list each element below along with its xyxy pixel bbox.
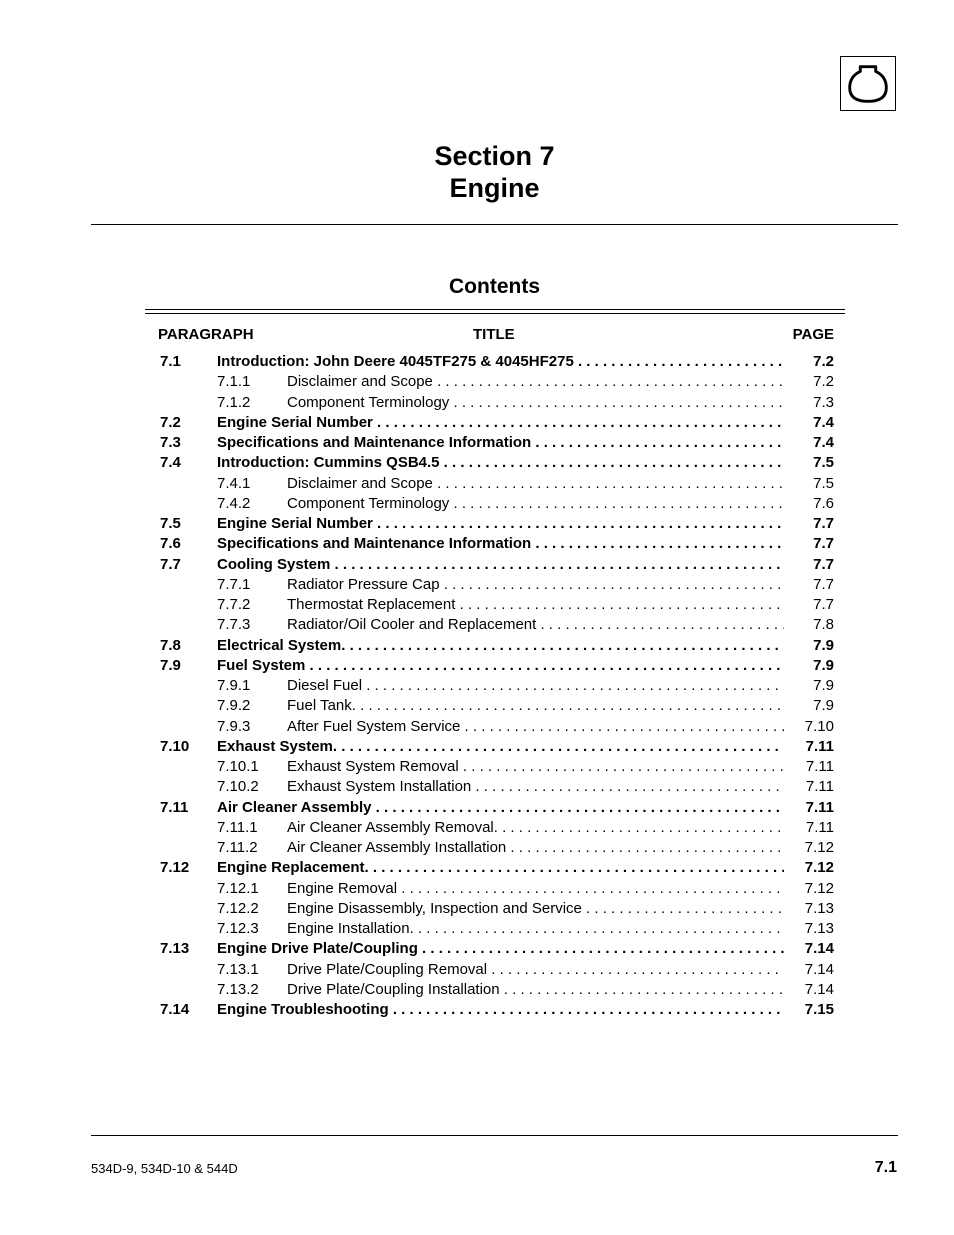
toc-row (0, 474, 954, 494)
toc-page-number: 7.13 (804, 920, 834, 937)
toc-page-number: 7.7 (813, 575, 834, 593)
footer-page-number: 7.1 (874, 1159, 897, 1176)
toc-paragraph-number: 7.13.2 (217, 980, 259, 998)
toc-paragraph-number: 7.11.2 (217, 839, 258, 856)
toc-title: Air Cleaner Assembly Installation . . . (287, 838, 784, 858)
toc-page-number: 7.14 (804, 980, 834, 998)
toc-row (0, 838, 954, 858)
toc-paragraph-number: 7.10 (160, 737, 190, 755)
toc-page-number: 7.11 (805, 737, 834, 755)
toc-page-number: 7.11 (805, 798, 834, 816)
toc-row (0, 980, 954, 1000)
toc-paragraph-number: 7.12 (160, 859, 190, 877)
toc-page-number: 7.9 (813, 656, 834, 674)
toc-row (0, 798, 954, 818)
toc-paragraph-number: 7.4.1 (217, 474, 251, 492)
toc-title: Diesel Fuel . . . (287, 676, 784, 696)
engine-icon-graphic (841, 57, 895, 110)
toc-page-number: 7.6 (813, 494, 834, 512)
toc-title: Exhaust System Installation . . . (287, 777, 784, 797)
toc-row (0, 413, 954, 433)
toc-title: Engine Serial Number . . . (217, 413, 784, 433)
toc-paragraph-number: 7.1 (160, 353, 181, 370)
toc-title: Disclaimer and Scope . . . (287, 474, 784, 494)
toc-paragraph-number: 7.5 (160, 515, 181, 532)
toc-title: Engine Replacement. . . . (217, 858, 784, 878)
toc-paragraph-number: 7.13 (160, 940, 190, 958)
contents-top-rule (145, 309, 845, 310)
toc-title: Drive Plate/Coupling Removal . . . (287, 960, 784, 980)
toc-title: Engine Troubleshooting . . . (217, 1000, 784, 1020)
toc-title: Exhaust System. . . . (217, 737, 784, 757)
toc-title: Disclaimer and Scope . . . (287, 372, 784, 392)
toc-row (0, 717, 954, 737)
toc-title: Exhaust System Removal . . . (287, 757, 784, 777)
toc-paragraph-number: 7.11 (160, 798, 189, 816)
toc-page-number: 7.3 (813, 393, 834, 411)
toc-paragraph-number: 7.7.1 (217, 575, 251, 593)
toc-title: Fuel Tank. . . . (287, 696, 784, 716)
toc-paragraph-number: 7.1.1 (217, 373, 251, 391)
toc-paragraph-number: 7.10.1 (217, 758, 259, 775)
toc-page-number: 7.11 (805, 758, 834, 775)
toc-paragraph-number: 7.7 (160, 555, 181, 573)
toc-page-number: 7.15 (804, 1001, 834, 1018)
toc-row (0, 919, 954, 939)
toc-title: Component Terminology . . . (287, 494, 784, 514)
toc-row (0, 372, 954, 392)
toc-row (0, 696, 954, 716)
toc-title: Radiator Pressure Cap . . . (287, 575, 784, 595)
toc-row (0, 939, 954, 959)
toc-row (0, 858, 954, 878)
toc-row (0, 453, 954, 473)
toc-row (0, 656, 954, 676)
toc-title: Engine Serial Number . . . (217, 514, 784, 534)
toc-page-number: 7.11 (805, 818, 834, 836)
toc-page-number: 7.9 (813, 636, 834, 654)
toc-page-number: 7.13 (804, 899, 834, 917)
toc-page-number: 7.2 (813, 353, 834, 370)
toc-row (0, 393, 954, 413)
toc-paragraph-number: 7.7.3 (217, 616, 251, 634)
toc-page-number: 7.2 (813, 373, 834, 391)
toc-paragraph-number: 7.14 (160, 1001, 190, 1018)
engine-icon (840, 56, 896, 111)
title-divider (91, 224, 898, 225)
toc-title: Engine Disassembly, Inspection and Service . . . (287, 899, 784, 919)
contents-top-rule-second (145, 313, 845, 314)
toc-title: Cooling System . . . (217, 555, 784, 575)
toc-title: Drive Plate/Coupling Installation . . . (287, 980, 784, 1000)
toc-page-number: 7.7 (813, 596, 834, 613)
toc-paragraph-number: 7.2 (160, 413, 181, 431)
toc-row (0, 757, 954, 777)
toc-page-number: 7.12 (804, 879, 834, 897)
toc-paragraph-number: 7.4.2 (217, 494, 251, 512)
toc-paragraph-number: 7.11.1 (217, 818, 258, 836)
toc-page-number: 7.10 (804, 717, 834, 735)
toc-paragraph-number: 7.1.2 (217, 393, 251, 411)
toc-row (0, 575, 954, 595)
toc-row (0, 1000, 954, 1020)
toc-paragraph-number: 7.8 (160, 636, 181, 654)
toc-row (0, 777, 954, 797)
toc-row (0, 676, 954, 696)
toc-row (0, 960, 954, 980)
toc-row (0, 514, 954, 534)
toc-title: Introduction: Cummins QSB4.5 . . . (217, 453, 784, 473)
toc-title: Engine Removal . . . (287, 879, 784, 899)
toc-row (0, 352, 954, 372)
toc-paragraph-number: 7.12.3 (217, 920, 259, 937)
toc-page-number: 7.4 (813, 413, 834, 431)
toc-page-number: 7.5 (813, 454, 834, 472)
toc-page-number: 7.9 (813, 697, 834, 715)
toc-page-number: 7.4 (813, 434, 834, 451)
toc-page-number: 7.12 (804, 839, 834, 856)
toc-row (0, 595, 954, 615)
toc-row (0, 818, 954, 838)
toc-title: Engine Installation. . . . (287, 919, 784, 939)
toc-paragraph-number: 7.9.1 (217, 677, 251, 694)
toc-title: Thermostat Replacement . . . (287, 595, 784, 615)
toc-page-number: 7.14 (804, 940, 834, 958)
toc-paragraph-number: 7.9.2 (217, 697, 251, 715)
toc-paragraph-number: 7.6 (160, 535, 181, 553)
toc-paragraph-number: 7.7.2 (217, 596, 251, 613)
toc-title: Introduction: John Deere 4045TF275 & 4045HF275 . . . (217, 352, 784, 372)
toc-paragraph-number: 7.4 (160, 454, 181, 472)
toc-page-number: 7.7 (813, 555, 834, 573)
column-header-paragraph: PARAGRAPH (158, 326, 254, 343)
toc-row (0, 879, 954, 899)
toc-paragraph-number: 7.12.2 (217, 899, 259, 917)
toc-title: After Fuel System Service . . . (287, 717, 784, 737)
column-header-title: TITLE (473, 326, 515, 343)
toc-row (0, 555, 954, 575)
toc-title: Fuel System . . . (217, 656, 784, 676)
toc-paragraph-number: 7.10.2 (217, 778, 259, 796)
toc-title: Engine Drive Plate/Coupling . . . (217, 939, 784, 959)
toc-page-number: 7.5 (813, 474, 834, 492)
toc-title: Specifications and Maintenance Information . . . (217, 433, 784, 453)
toc-page-number: 7.7 (813, 535, 834, 553)
toc-row (0, 737, 954, 757)
toc-title: Air Cleaner Assembly Removal. . . . (287, 818, 784, 838)
toc-page-number: 7.14 (804, 960, 834, 978)
toc-row (0, 899, 954, 919)
toc-page-number: 7.8 (813, 616, 834, 634)
toc-title: Specifications and Maintenance Information . . . (217, 534, 784, 554)
section-number: Section 7 (434, 141, 555, 171)
toc-paragraph-number: 7.13.1 (217, 960, 259, 978)
footer-divider (91, 1135, 898, 1136)
toc-title: Radiator/Oil Cooler and Replacement . . . (287, 615, 784, 635)
toc-page-number: 7.11 (805, 778, 834, 796)
column-header-page: PAGE (792, 326, 834, 343)
toc-page-number: 7.9 (813, 677, 834, 694)
toc-row (0, 636, 954, 656)
toc-row (0, 534, 954, 554)
toc-row (0, 433, 954, 453)
footer-models: 534D-9, 534D-10 & 544D (91, 1161, 238, 1176)
toc-page-number: 7.7 (813, 515, 834, 532)
toc-page-number: 7.12 (804, 859, 834, 877)
toc-paragraph-number: 7.9.3 (217, 717, 251, 735)
contents-heading: Contents (449, 275, 540, 298)
toc-paragraph-number: 7.3 (160, 434, 181, 451)
toc-row (0, 494, 954, 514)
toc-title: Component Terminology . . . (287, 393, 784, 413)
toc-row (0, 615, 954, 635)
section-title: Engine (449, 173, 540, 203)
toc-paragraph-number: 7.12.1 (217, 879, 259, 897)
toc-title: Air Cleaner Assembly . . . (217, 798, 784, 818)
toc-paragraph-number: 7.9 (160, 656, 181, 674)
toc-title: Electrical System. . . . (217, 636, 784, 656)
